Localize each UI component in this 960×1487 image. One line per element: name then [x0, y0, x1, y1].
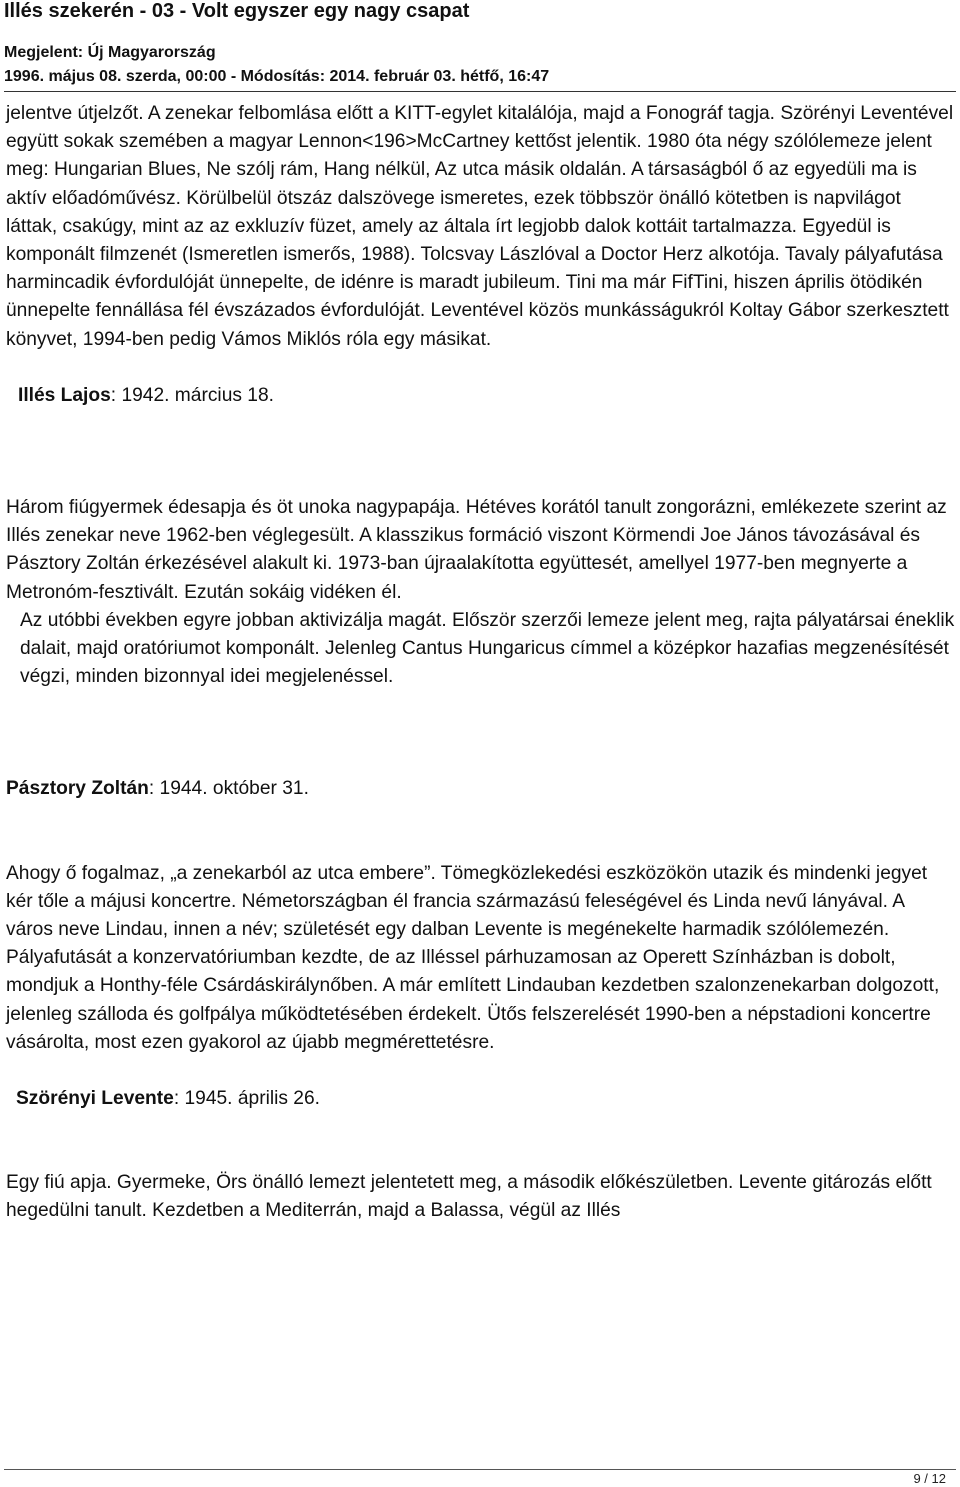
paragraph-illes-career: jelentve útjelzőt. A zenekar felbomlása előtt a KITT-egylet kitalálója, majd a Fonográf tagja. Szörényi Leventével együtt sokak szemében a magyar Lennon<196>McCartney kettőst jelentik. 1980 óta négy szólólemeze jelent meg: Hungarian Blues, Ne szólj rám, Hang nélkül, Az utca másik oldalán. A társaságból ő az egyedüli ma is aktív előadóművész. Körülbelül ötszáz dalszövege ismeretes, ezek többször önálló kötetben is napvilágot láttak, csakúgy, mint az az exkluzív füzet, amely az általa írt legjobb dalok kottáit tartalmazza. Egyedül is komponált filmzenét (Ismeretlen ismerős, 1988). Tolcsvay Lászlóval a Doctor Herz alkotója. Tavaly pályafutása harmincadik évfordulóját ünnepelte, de idénre is maradt jubileum. Tini ma már FifTini, hiszen április ötödikén ünnepelte fennállása fél évszázados évfordulóját. Leventével közös munkásságukról Koltay Gábor szerkesztett könyvet, 1994-ben pedig Vámos Miklós róla egy másikat. — [6, 103, 954, 350]
spacer — [6, 410, 956, 494]
member-name-pasztory: Pásztory Zoltán — [6, 778, 149, 800]
member-heading-pasztory — [6, 775, 956, 803]
article-title: Illés szekerén - 03 - Volt egyszer egy nagy csapat — [4, 0, 470, 22]
member-birthdate-szorenyi: 1945. április 26. — [184, 1088, 320, 1110]
paragraph-szorenyi: Egy fiú apja. Gyermeke, Örs önálló lemezt jelentetett meg, a második előkészületben. Levente gitározás előtt hegedülni tanult. Kezdetben a Mediterrán, majd a Balassa, végül az Illés — [6, 1172, 932, 1222]
member-birthdate-illes: 1942. március 18. — [121, 384, 274, 406]
spacer — [6, 1113, 956, 1169]
article-body — [6, 100, 956, 1226]
member-separator: : — [110, 384, 122, 406]
spacer — [6, 804, 956, 860]
spacer — [6, 691, 956, 775]
paragraph-illes-family: Három fiúgyermek édesapja és öt unoka nagypapája. Hétéves korától tanult zongorázni, emlékezete szerint az Illés zenekar neve 1962-ben véglegesült. A klasszikus formáció viszont Körmendi Joe János távozásával és Pásztory Zoltán érkezésével alakult ki. 1973-ban újraalakította együttesét, amellyel 1977-ben megnyerte a Metronóm-fesztivált. Ezután sokáig vidéken él. — [6, 497, 947, 603]
member-heading-szorenyi — [6, 1085, 956, 1113]
member-name-szorenyi: Szörényi Levente — [16, 1088, 174, 1110]
footer-divider — [4, 1469, 956, 1470]
member-heading-illes — [6, 382, 956, 410]
member-name-illes: Illés Lajos — [18, 384, 111, 406]
page-header — [4, 0, 956, 96]
member-birthdate-pasztory: 1944. október 31. — [159, 778, 309, 800]
date-line: 1996. május 08. szerda, 00:00 - Módosítás: 2014. február 03. hétfő, 16:47 — [4, 68, 550, 85]
paragraph-illes-recent: Az utóbbi években egyre jobban aktivizálja magát. Először szerzői lemeze jelent meg, rajta pályatársai éneklik dalait, majd oratóriumot komponált. Jelenleg Cantus Hungaricus címmel a középkor hazafias megzenésítését végzi, minden bizonnyal idei megjelenéssel. — [20, 609, 955, 688]
paragraph-pasztory: Ahogy ő fogalmaz, „a zenekarból az utca embere”. Tömegközlekedési eszközökön utazik és mindenki jegyet kér tőle a májusi koncertre. Németországban él francia származású feleségével és Linda nevű lányával. A város neve Lindau, innen a név; születését egy dalban Levente is megénekelte harmadik szólólemezén. Pályafutását a konzervatóriumban kezdte, de az Illéssel párhuzamosan az Operett Színházban is dobolt, mondjuk a Honthy-féle Csárdáskirálynőben. A már említett Lindauban kezdetben szalonzenekarban dolgozott, jelenleg szálloda és golfpálya működtetésében érdekelt. Ütős felszerelését 1990-ben a népstadioni koncertre vásárolta, most ezen gyakorol az újabb megmérettetésre. — [6, 862, 940, 1053]
spacer — [6, 354, 956, 382]
published-line: Megjelent: Új Magyarország — [4, 44, 216, 61]
member-separator: : — [173, 1088, 185, 1110]
page-number: 9 / 12 — [913, 1471, 946, 1486]
spacer — [6, 1057, 956, 1085]
member-separator: : — [148, 778, 160, 800]
header-divider — [4, 91, 956, 92]
